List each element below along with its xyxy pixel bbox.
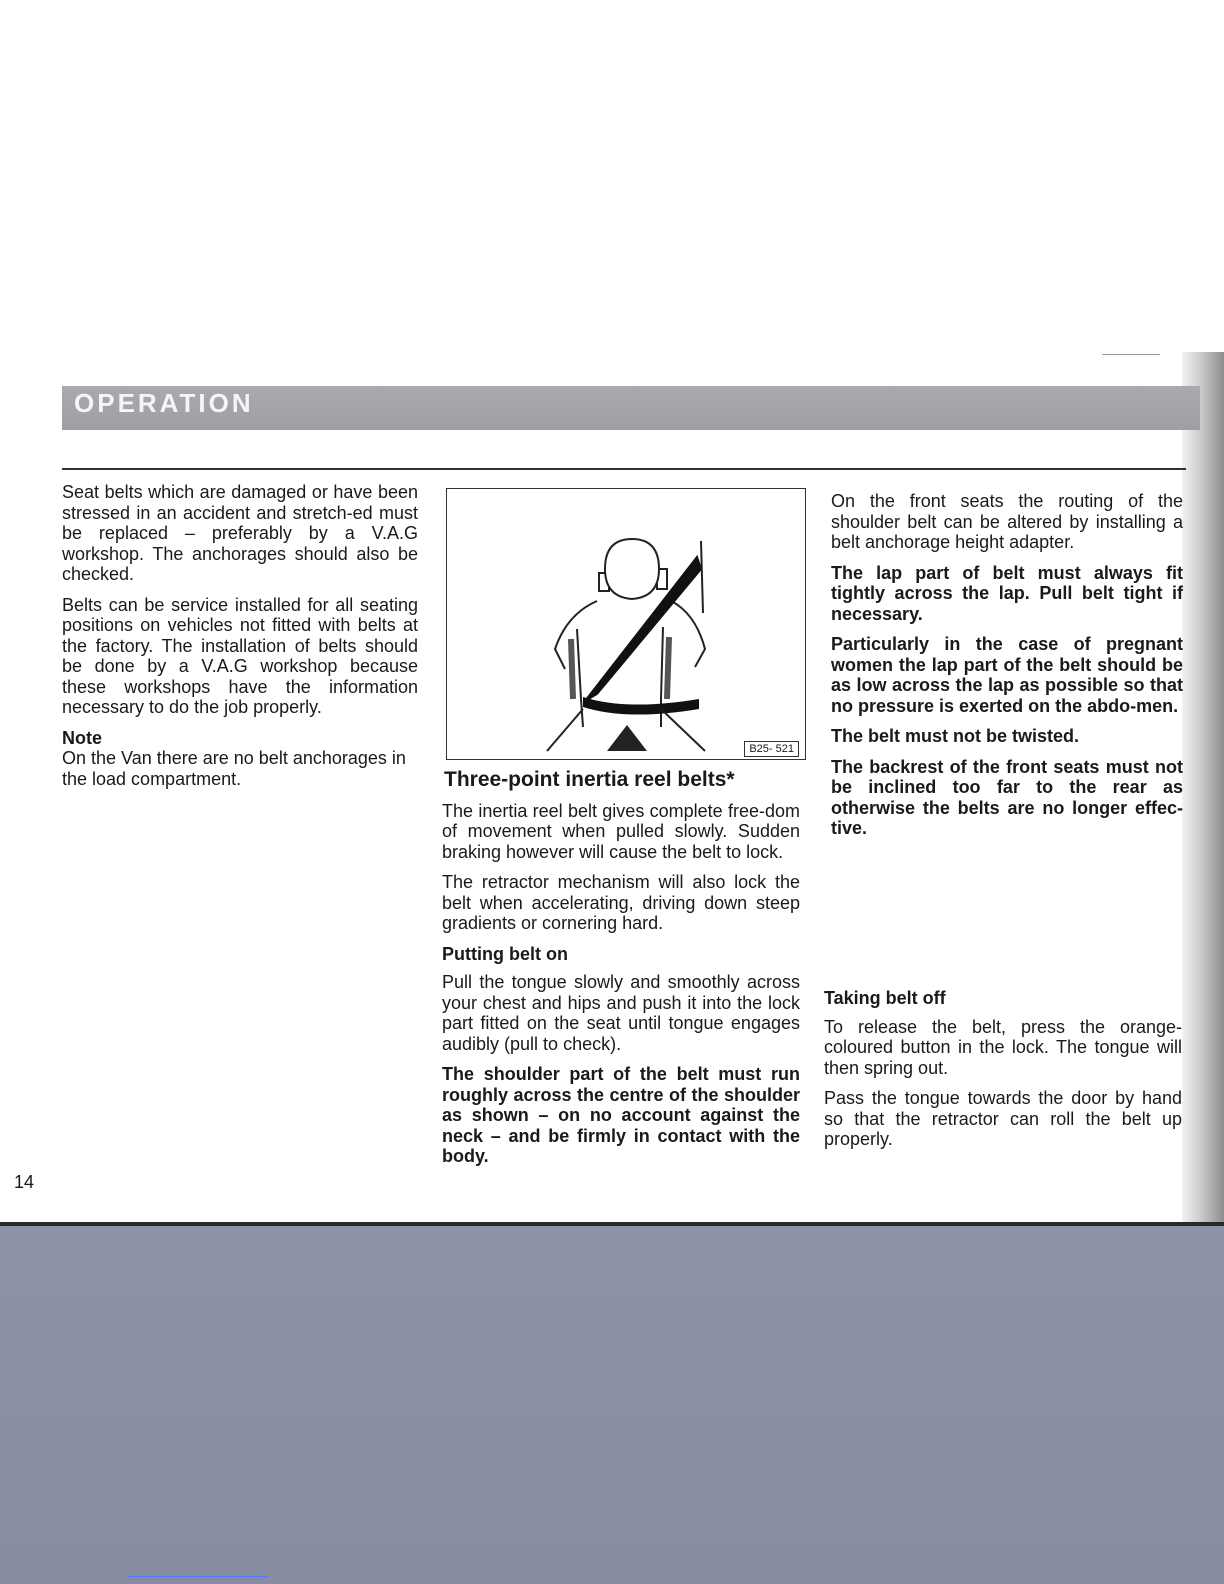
column-3 xyxy=(831,491,1183,849)
head-outline xyxy=(605,539,659,599)
page-number: 14 xyxy=(14,1172,35,1192)
subheading-putting-belt-on: Putting belt on xyxy=(442,943,568,964)
seat-belt-drawing xyxy=(447,489,805,759)
subheading-taking-belt-off: Taking belt off xyxy=(824,988,946,1008)
edge-tick xyxy=(1102,354,1160,355)
paragraph-not-twisted: The belt must not be twisted. xyxy=(831,726,1080,746)
bottom-underline xyxy=(128,1576,268,1577)
section-heading-inertia-belts: Three-point inertia reel belts* xyxy=(444,768,735,791)
section-title: OPERATION xyxy=(74,388,254,418)
paragraph-release-belt: To release the belt, press the orange-coloured button in the lock. The tongue will then spring out. xyxy=(824,1016,1182,1078)
paragraph-shoulder-part: The shoulder part of the belt must run roughly across the centre of the shoulder as shown – on no account against the neck – and be firmly in contact with the body. xyxy=(442,1064,800,1166)
paragraph-height-adapter: On the front seats the routing of the shoulder belt can be altered by installing a belt anchorage height adapter. xyxy=(831,491,1183,552)
belt-anchor-line xyxy=(701,541,703,613)
seat-buckle-area xyxy=(607,725,647,751)
seat-back-left xyxy=(571,639,573,699)
paragraph-lap-part: The lap part of belt must always fit tightly across the lap. Pull belt tight if necessary. xyxy=(831,562,1183,624)
header-rule xyxy=(62,468,1186,470)
seat-belt-illustration xyxy=(446,488,806,760)
note-text: On the Van there are no belt anchorages in the load compartment. xyxy=(62,748,406,789)
paragraph-pass-tongue: Pass the tongue towards the door by hand so that the retractor can roll the belt up properly. xyxy=(824,1088,1182,1149)
left-leg xyxy=(547,709,583,751)
lap-belt xyxy=(583,697,699,715)
paragraph-service-installed: Belts can be service installed for all seating positions on vehicles not fitted with belts at the factory. The installation of belts should be done by a V.A.G workshop because these workshops have the information necessary to do the job properly. xyxy=(62,594,418,717)
paragraph-pregnant-women: Particularly in the case of pregnant women the lap part of the belt should be as low across the lap as possible so that no pressure is exerted on the abdo-men. xyxy=(831,634,1183,716)
right-shoulder-arm xyxy=(667,599,705,667)
column-3-bottom xyxy=(824,988,1182,1160)
page-edge-shadow xyxy=(1182,352,1224,1226)
note-heading: Note xyxy=(62,727,102,748)
seat-back-right xyxy=(667,637,669,699)
paragraph-damaged-belts: Seat belts which are damaged or have been stressed in an accident and stretch-ed must be replaced – preferably by a V.A.G workshop. The anchorages should also be checked. xyxy=(62,482,418,584)
scan-background xyxy=(0,1226,1224,1584)
right-leg xyxy=(661,709,705,751)
column-1 xyxy=(62,482,418,799)
paragraph-pull-tongue: Pull the tongue slowly and smoothly across your chest and hips and push it into the lock part fitted on the seat until tongue engages audibly (pull to check). xyxy=(442,972,800,1054)
paragraph-retractor: The retractor mechanism will also lock the belt when accelerating, driving down steep gradients or cornering hard. xyxy=(442,872,800,933)
column-2 xyxy=(442,770,800,1177)
paragraph-inertia-reel: The inertia reel belt gives complete free-dom of movement when pulled slowly. Sudden braking however will cause the belt to lock. xyxy=(442,800,800,862)
paragraph-backrest: The backrest of the front seats must not be inclined too far to the rear as otherwise the belts are no longer effec-tive. xyxy=(831,756,1183,838)
figure-label: B25- 521 xyxy=(744,741,799,757)
left-shoulder-arm xyxy=(555,601,597,669)
